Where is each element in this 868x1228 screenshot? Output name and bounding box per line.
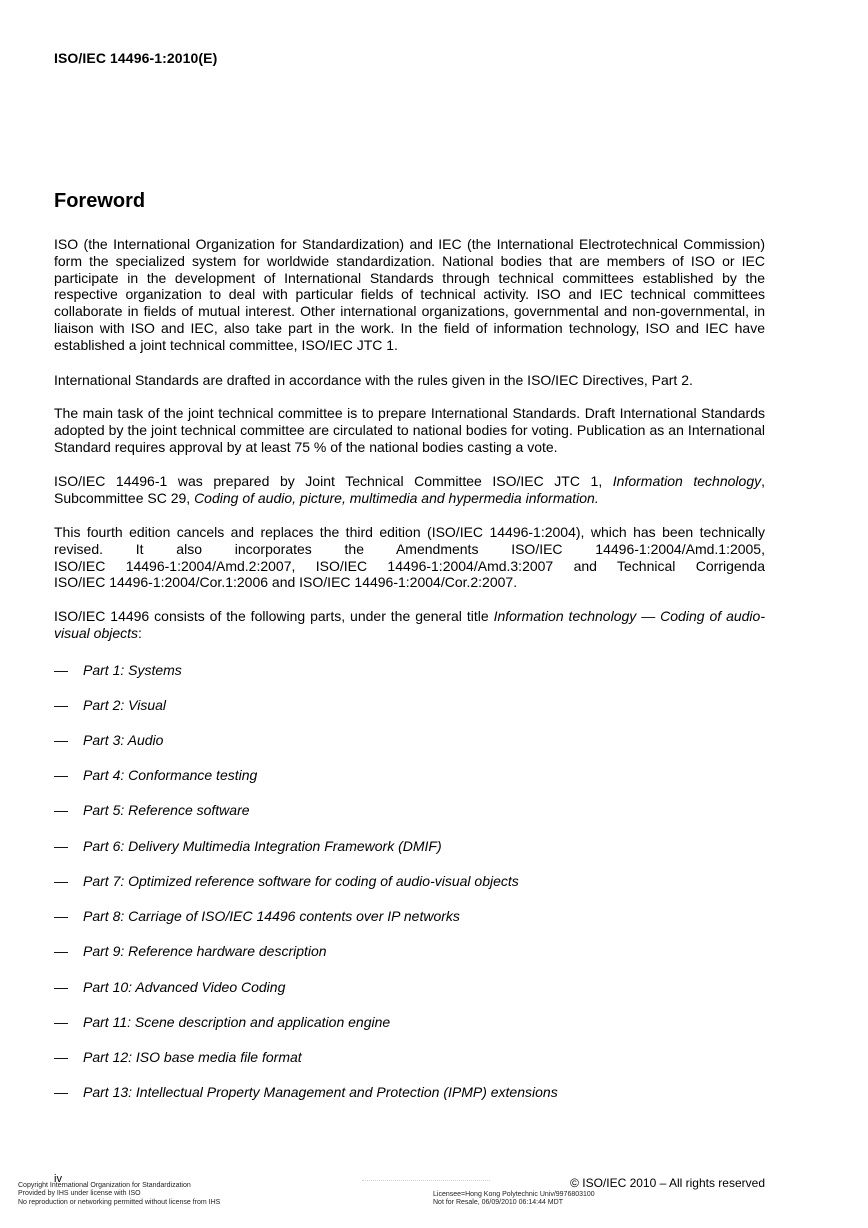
dash-bullet: — [54, 1014, 68, 1030]
dash-bullet: — [54, 1084, 68, 1100]
paragraph-parts-intro [54, 608, 765, 642]
part-label: Part 9: Reference hardware description [83, 943, 327, 959]
prepared-by-committee-title: Information technology [612, 473, 762, 489]
dash-bullet: — [54, 732, 68, 748]
prepared-by-subcommittee-title: Coding of audio, picture, multimedia and hypermedia information. [194, 489, 599, 506]
page-number: iv [54, 1173, 62, 1185]
document-id-header: ISO/IEC 14496-1:2010(E) [54, 50, 218, 66]
part-label: Part 13: Intellectual Property Management and Protection (IPMP) extensions [83, 1084, 558, 1100]
paragraph-prepared-by [54, 473, 765, 507]
paragraph-directives: International Standards are drafted in accordance with the rules given in the ISO/IEC Directives, Part 2. [54, 372, 693, 388]
part-label: Part 4: Conformance testing [83, 767, 258, 783]
dash-bullet: — [54, 908, 68, 924]
dash-bullet: — [54, 873, 68, 889]
part-label: Part 2: Visual [83, 697, 167, 713]
part-label: Part 10: Advanced Video Coding [83, 979, 286, 995]
edition-line-2: revised. It also incorporates the Amendments ISO/IEC 14496-1:2004/Amd.1:2005, [54, 540, 765, 557]
imprint-line: Copyright International Organization for Standardization [18, 1182, 191, 1189]
imprint-line: Licensee=Hong Kong Polytechnic Univ/9976803100 [433, 1191, 595, 1198]
prepared-by-subcommittee: , Subcommittee SC 29, [54, 473, 765, 506]
part-label: Part 8: Carriage of ISO/IEC 14496 contents over IP networks [83, 908, 460, 924]
prepared-by-text: ISO/IEC 14496-1 was prepared by Joint Technical Committee ISO/IEC JTC 1, [54, 473, 613, 489]
dash-bullet: — [54, 802, 68, 818]
watermark-divider [362, 1180, 490, 1181]
edition-line-3: ISO/IEC 14496-1:2004/Amd.2:2007, ISO/IEC 14496-1:2004/Amd.3:2007 and Technical Corrigenda [54, 557, 765, 574]
dash-bullet: — [54, 697, 68, 713]
part-label: Part 7: Optimized reference software for coding of audio-visual objects [83, 873, 519, 889]
imprint-line: No reproduction or networking permitted without license from IHS [18, 1198, 221, 1206]
part-label: Part 12: ISO base media file format [83, 1049, 302, 1065]
parts-intro-general-title: Information technology — Coding of audio-visual objects [54, 608, 765, 641]
license-imprint-right [433, 1191, 595, 1208]
section-title: Foreword [54, 190, 146, 212]
parts-intro-text: ISO/IEC 14496 consists of the following parts, under the general title [54, 608, 494, 624]
part-label: Part 11: Scene description and application engine [83, 1014, 391, 1030]
paragraph-iso-iec-intro: ISO (the International Organization for Standardization) and IEC (the International Electrotechnical Commission) form the specialized system for worldwide standardization. National bodies that are members of ISO or IEC participate in the development of International Standards through technical committees established by the respective organization to deal with particular fields of technical activity. ISO and IEC technical committees collaborate in fields of mutual interest. Other international organizations, governmental and non-governmental, in liaison with ISO and IEC, also take part in the work. In the field of information technology, ISO and IEC have established a joint technical committee, ISO/IEC JTC 1. [54, 236, 765, 353]
dash-bullet: — [54, 767, 68, 783]
license-imprint-left [18, 1182, 220, 1207]
paragraph-jtc-task: The main task of the joint technical committee is to prepare International Standards. Draft International Standards adopted by the joint technical committee are circulated to national bodies for voting. Publication as an International Standard requires approval by at least 75 % of the national bodies casting a vote. [54, 405, 765, 455]
part-label: Part 6: Delivery Multimedia Integration Framework (DMIF) [83, 838, 442, 854]
dash-bullet: — [54, 979, 68, 995]
paragraph-edition [54, 524, 765, 591]
part-label: Part 5: Reference software [83, 802, 250, 818]
dash-bullet: — [54, 838, 68, 854]
dash-bullet: — [54, 662, 68, 678]
parts-intro-colon: : [138, 624, 142, 641]
imprint-line: Not for Resale, 06/09/2010 06:14:44 MDT [433, 1199, 563, 1207]
part-label: Part 3: Audio [83, 732, 164, 748]
imprint-line: Provided by IHS under license with ISO [18, 1190, 141, 1198]
dash-bullet: — [54, 943, 68, 959]
edition-line-1: This fourth edition cancels and replaces the third edition (ISO/IEC 14496-1:2004), which has been technically [54, 524, 765, 540]
dash-bullet: — [54, 1049, 68, 1065]
part-label: Part 1: Systems [83, 662, 182, 678]
edition-line-4: ISO/IEC 14496-1:2004/Cor.1:2006 and ISO/IEC 14496-1:2004/Cor.2:2007. [54, 574, 518, 591]
copyright-notice: © ISO/IEC 2010 – All rights reserved [570, 1176, 765, 1190]
